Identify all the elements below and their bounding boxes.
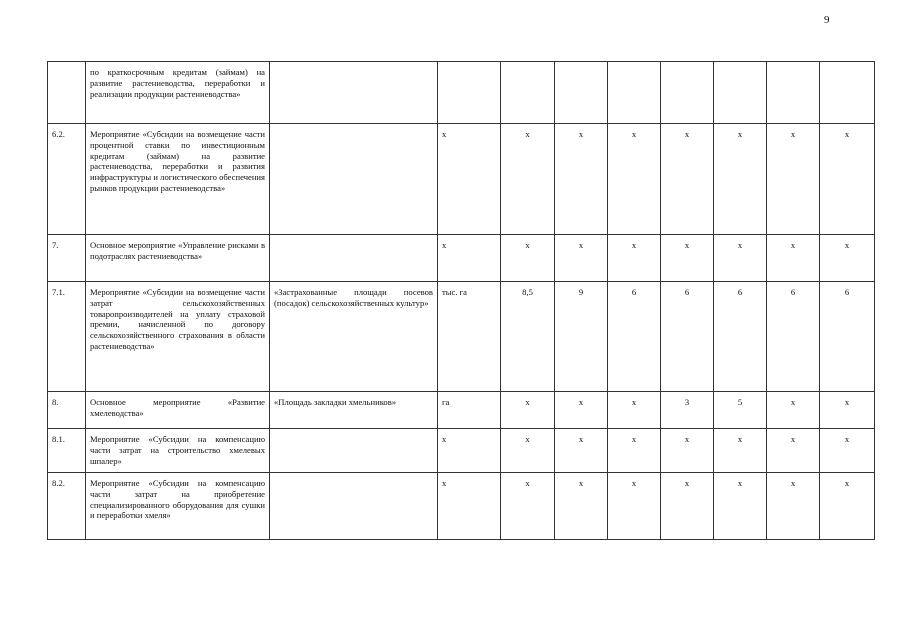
unit-cell: х — [438, 235, 501, 282]
indicator-cell: «Площадь закладки хмельников» — [270, 392, 438, 429]
value-cell: 6 — [608, 282, 661, 392]
value-cell: х — [501, 124, 555, 235]
value-cell — [555, 62, 608, 124]
table-row — [48, 124, 875, 235]
value-cell: х — [555, 124, 608, 235]
unit-cell: х — [438, 473, 501, 540]
measure-name-cell: Основное мероприятие «Управление рисками в подотраслях растениеводства» — [86, 235, 270, 282]
value-cell — [767, 62, 820, 124]
value-cell: х — [661, 235, 714, 282]
value-cell: х — [661, 473, 714, 540]
value-cell — [501, 62, 555, 124]
value-cell — [820, 62, 875, 124]
value-cell: х — [767, 473, 820, 540]
measure-name-cell: Мероприятие «Субсидии на возмещение части затрат сельскохозяйственных товаропроизводителей на уплату страховой премии, начисленной по договору сельскохозяйственного страхования в области растениеводства» — [86, 282, 270, 392]
table-row — [48, 235, 875, 282]
value-cell: х — [555, 235, 608, 282]
value-cell: х — [661, 429, 714, 473]
value-cell — [714, 62, 767, 124]
value-cell: х — [661, 124, 714, 235]
indicator-cell — [270, 62, 438, 124]
value-cell — [608, 62, 661, 124]
measure-name-cell: Мероприятие «Субсидии на компенсацию части затрат на строительство хмелевых шпалер» — [86, 429, 270, 473]
indicator-cell — [270, 124, 438, 235]
value-cell — [661, 62, 714, 124]
value-cell: х — [501, 392, 555, 429]
unit-cell: тыс. га — [438, 282, 501, 392]
row-number-cell: 8.2. — [48, 473, 86, 540]
value-cell: х — [820, 473, 875, 540]
value-cell: х — [608, 429, 661, 473]
value-cell: х — [714, 235, 767, 282]
indicator-cell — [270, 429, 438, 473]
measure-name-cell: по краткосрочным кредитам (займам) на развитие растениеводства, переработки и реализации продукции растениеводства» — [86, 62, 270, 124]
unit-cell — [438, 62, 501, 124]
value-cell: х — [820, 124, 875, 235]
page-number: 9 — [824, 14, 830, 26]
value-cell: х — [714, 124, 767, 235]
table-row — [48, 473, 875, 540]
value-cell: х — [555, 429, 608, 473]
table-row — [48, 392, 875, 429]
measure-name-cell: Основное мероприятие «Развитие хмелеводства» — [86, 392, 270, 429]
unit-cell: х — [438, 124, 501, 235]
row-number-cell: 6.2. — [48, 124, 86, 235]
value-cell: х — [820, 392, 875, 429]
row-number-cell: 8. — [48, 392, 86, 429]
indicator-cell — [270, 473, 438, 540]
value-cell: 8,5 — [501, 282, 555, 392]
unit-cell: х — [438, 429, 501, 473]
value-cell: х — [767, 429, 820, 473]
unit-cell: га — [438, 392, 501, 429]
row-number-cell: 7.1. — [48, 282, 86, 392]
value-cell: 6 — [714, 282, 767, 392]
value-cell: 5 — [714, 392, 767, 429]
row-number-cell: 8.1. — [48, 429, 86, 473]
value-cell: х — [820, 429, 875, 473]
table-row — [48, 429, 875, 473]
table-row — [48, 282, 875, 392]
value-cell: х — [608, 473, 661, 540]
value-cell: 9 — [555, 282, 608, 392]
row-number-cell: 7. — [48, 235, 86, 282]
value-cell: х — [820, 235, 875, 282]
value-cell: 6 — [820, 282, 875, 392]
value-cell: х — [501, 473, 555, 540]
value-cell: 6 — [767, 282, 820, 392]
measure-name-cell: Мероприятие «Субсидии на компенсацию части затрат на приобретение специализированного оборудования для сушки и переработки хмеля» — [86, 473, 270, 540]
value-cell: х — [608, 124, 661, 235]
value-cell: х — [555, 392, 608, 429]
measures-table — [47, 61, 875, 540]
value-cell: х — [608, 392, 661, 429]
value-cell: х — [555, 473, 608, 540]
measure-name-cell: Мероприятие «Субсидии на возмещение части процентной ставки по инвестиционным кредитам (займам) на развитие растениеводства, переработки и развития инфраструктуры и логистического обеспечения рынков продукции растениеводства» — [86, 124, 270, 235]
value-cell: 3 — [661, 392, 714, 429]
row-number-cell — [48, 62, 86, 124]
value-cell: х — [767, 124, 820, 235]
value-cell: х — [501, 429, 555, 473]
value-cell: х — [501, 235, 555, 282]
value-cell: х — [714, 473, 767, 540]
indicator-cell: «Застрахованные площади посевов (посадок) сельскохозяйственных культур» — [270, 282, 438, 392]
table-row — [48, 62, 875, 124]
value-cell: х — [714, 429, 767, 473]
indicator-cell — [270, 235, 438, 282]
value-cell: х — [767, 392, 820, 429]
value-cell: 6 — [661, 282, 714, 392]
value-cell: х — [608, 235, 661, 282]
value-cell: х — [767, 235, 820, 282]
